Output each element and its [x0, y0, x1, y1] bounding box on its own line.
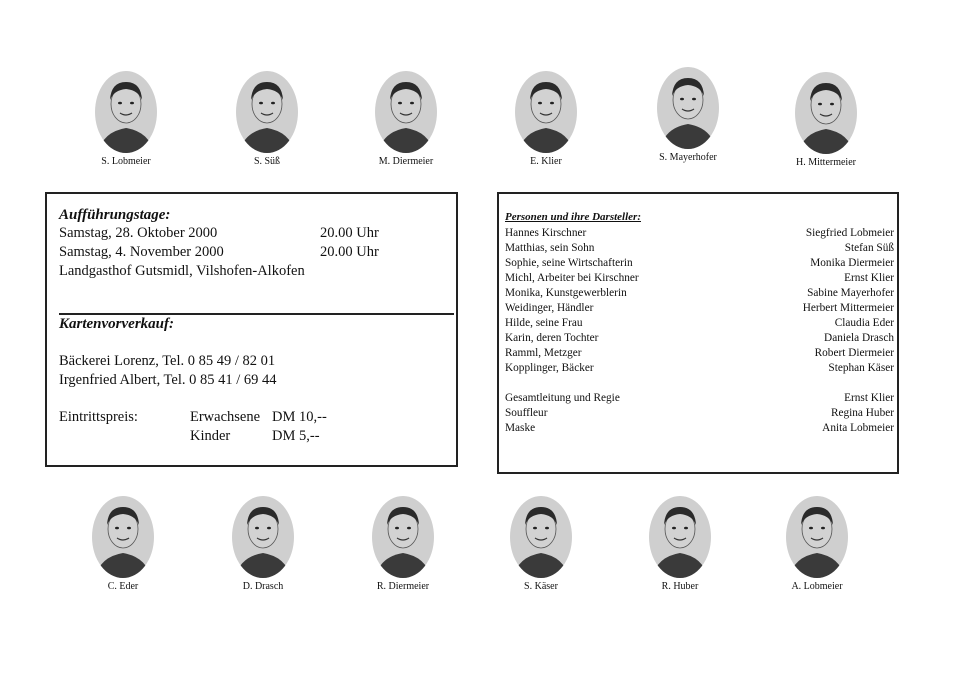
cast-role: Matthias, sein Sohn — [505, 242, 595, 254]
dates-heading: Aufführungstage: — [59, 207, 171, 223]
cast-actor: Robert Diermeier — [814, 347, 894, 359]
divider — [59, 313, 454, 315]
portrait-photo — [656, 66, 720, 150]
portrait-photo — [785, 495, 849, 579]
portrait-c-eder — [83, 495, 163, 592]
crew-role: Maske — [505, 422, 536, 434]
cast-role: Hilde, seine Frau — [505, 317, 583, 329]
tickets-heading: Kartenvorverkauf: — [59, 316, 174, 332]
crew-actor: Regina Huber — [830, 407, 894, 419]
time-row-2: 20.00 Uhr — [320, 244, 379, 260]
price-adult-value: DM 10,-- — [272, 409, 327, 425]
portrait-s-suess — [227, 70, 307, 167]
portrait-photo — [371, 495, 435, 579]
cast-actor: Stefan Süß — [844, 242, 894, 254]
portrait-caption: S. Süß — [253, 156, 281, 167]
portrait-caption: M. Diermeier — [378, 156, 434, 167]
crew-role: Souffleur — [505, 407, 548, 419]
spacer — [505, 376, 639, 391]
portrait-photo — [514, 70, 578, 154]
price-label: Eintrittspreis: — [59, 409, 138, 425]
cast-actor: Claudia Eder — [834, 317, 894, 329]
crew-role: Gesamtleitung und Regie — [505, 392, 620, 404]
cast-actors-column — [803, 226, 894, 436]
venue: Landgasthof Gutsmidl, Vilshofen-Alkofen — [59, 263, 305, 279]
cast-box — [497, 192, 899, 474]
portrait-a-lobmeier — [777, 495, 857, 592]
cast-roles-column — [505, 226, 639, 436]
price-child-group: Kinder — [190, 428, 231, 444]
portrait-caption: S. Mayerhofer — [659, 152, 717, 163]
cast-actor: Herbert Mittermeier — [802, 302, 894, 314]
portrait-r-huber — [640, 495, 720, 592]
portrait-r-diermeier — [363, 495, 443, 592]
portrait-photo — [235, 70, 299, 154]
cast-role: Weidinger, Händler — [505, 302, 594, 314]
time-row-1: 20.00 Uhr — [320, 225, 379, 241]
cast-role: Kopplinger, Bäcker — [505, 362, 594, 374]
portrait-s-mayerhofer — [648, 66, 728, 163]
cast-actor: Stephan Käser — [828, 362, 894, 374]
cast-role: Ramml, Metzger — [505, 347, 582, 359]
portrait-photo — [648, 495, 712, 579]
portrait-caption: H. Mittermeier — [796, 157, 856, 168]
portrait-caption: R. Diermeier — [376, 581, 430, 592]
portrait-s-lobmeier — [86, 70, 166, 167]
portrait-photo — [91, 495, 155, 579]
portrait-photo — [231, 495, 295, 579]
crew-actor: Anita Lobmeier — [822, 422, 894, 434]
price-adult-group: Erwachsene — [190, 409, 261, 425]
portrait-m-diermeier — [366, 70, 446, 167]
portrait-caption: D. Drasch — [242, 581, 284, 592]
portrait-photo — [509, 495, 573, 579]
portrait-e-klier — [506, 70, 586, 167]
performance-info-box — [45, 192, 458, 467]
cast-role: Hannes Kirschner — [505, 227, 587, 239]
ticket-outlet-1: Bäckerei Lorenz, Tel. 0 85 49 / 82 01 — [59, 353, 276, 369]
cast-heading: Personen und ihre Darsteller: — [505, 211, 641, 223]
crew-actor: Ernst Klier — [844, 392, 894, 404]
portrait-caption: S. Käser — [524, 581, 558, 592]
cast-role: Karin, deren Tochter — [505, 332, 599, 344]
portrait-caption: R. Huber — [661, 581, 699, 592]
cast-role: Monika, Kunstgewerblerin — [505, 287, 627, 299]
cast-actor: Siegfried Lobmeier — [805, 227, 894, 239]
portrait-photo — [374, 70, 438, 154]
ticket-outlet-2: Irgenfried Albert, Tel. 0 85 41 / 69 44 — [59, 372, 277, 388]
portrait-caption: A. Lobmeier — [791, 581, 843, 592]
cast-role: Sophie, seine Wirtschafterin — [505, 257, 633, 269]
cast-actor: Ernst Klier — [844, 272, 894, 284]
cast-actor: Monika Diermeier — [810, 257, 894, 269]
date-row-1: Samstag, 28. Oktober 2000 — [59, 225, 218, 241]
cast-actor: Sabine Mayerhofer — [807, 287, 894, 299]
date-row-2: Samstag, 4. November 2000 — [59, 244, 224, 260]
portrait-h-mittermeier — [786, 71, 866, 168]
portrait-s-kaeser — [501, 495, 581, 592]
portrait-photo — [794, 71, 858, 155]
portrait-caption: E. Klier — [530, 156, 562, 167]
cast-role: Michl, Arbeiter bei Kirschner — [505, 272, 639, 284]
portrait-photo — [94, 70, 158, 154]
price-child-value: DM 5,-- — [272, 428, 320, 444]
cast-actor: Daniela Drasch — [824, 332, 894, 344]
spacer — [803, 376, 894, 391]
portrait-d-drasch — [223, 495, 303, 592]
portrait-caption: C. Eder — [107, 581, 139, 592]
portrait-caption: S. Lobmeier — [101, 156, 151, 167]
